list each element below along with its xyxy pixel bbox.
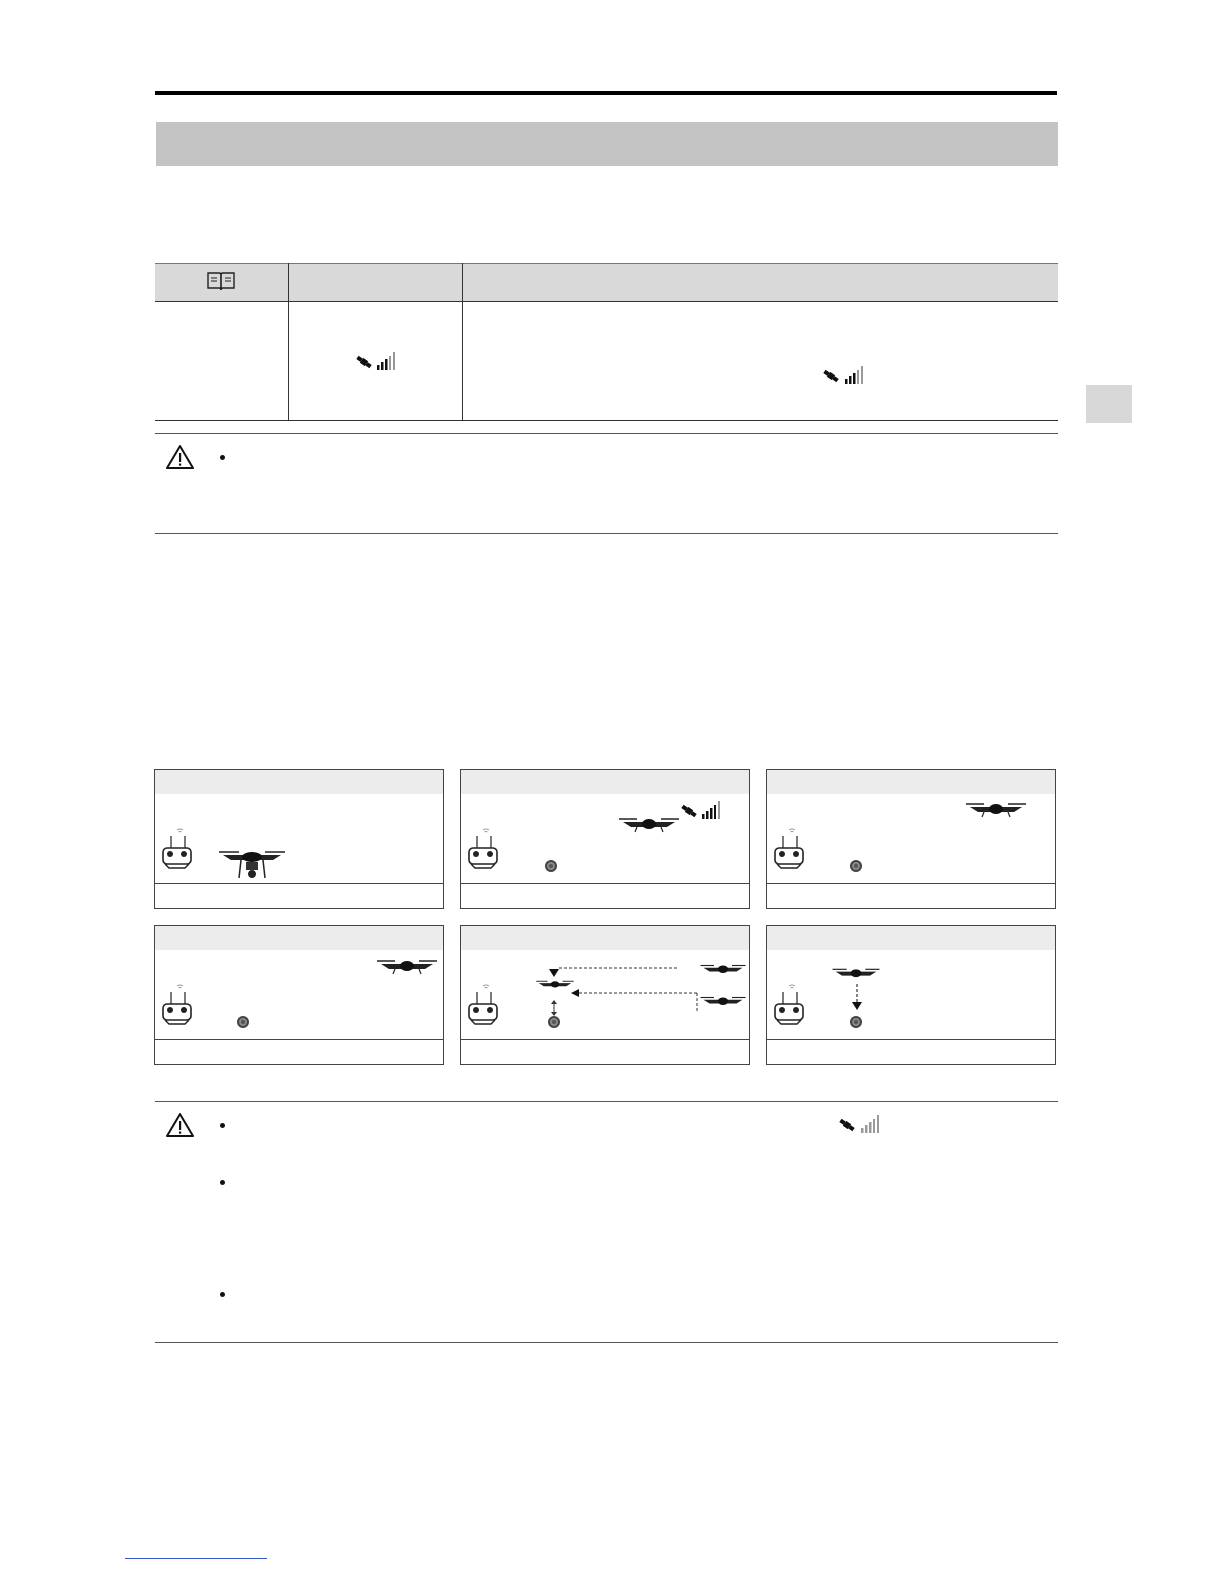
bullet bbox=[220, 1123, 225, 1128]
drone-icon bbox=[699, 994, 747, 1010]
top-rule bbox=[155, 91, 1057, 95]
panel-footer-rule bbox=[767, 1039, 1055, 1040]
remote-controller-icon bbox=[467, 828, 499, 870]
warning-icon bbox=[165, 444, 195, 470]
remote-controller-icon bbox=[467, 984, 499, 1026]
panel-caption bbox=[155, 770, 443, 794]
caution-note bbox=[155, 433, 1058, 534]
procedure-panel bbox=[766, 925, 1056, 1065]
bullet bbox=[220, 455, 225, 460]
descend-arrow-icon bbox=[851, 984, 863, 1012]
home-point-icon bbox=[548, 1016, 560, 1028]
panel-footer-rule bbox=[461, 1039, 749, 1040]
panel-caption bbox=[155, 926, 443, 950]
table-bottom-rule bbox=[155, 420, 1058, 421]
gps-signal-icon bbox=[839, 1114, 881, 1136]
drone-takeoff-icon bbox=[217, 848, 287, 882]
warning-icon bbox=[165, 1112, 195, 1138]
remote-controller-icon bbox=[161, 828, 193, 870]
procedure-panel bbox=[154, 769, 444, 909]
caution-note bbox=[155, 1101, 1058, 1343]
table-header-row bbox=[155, 263, 1058, 302]
gps-signal-icon bbox=[681, 800, 721, 822]
remote-controller-icon bbox=[773, 984, 805, 1026]
home-point-icon bbox=[545, 860, 557, 872]
bullet bbox=[220, 1292, 225, 1297]
section-title-bar bbox=[156, 122, 1058, 166]
drone-icon bbox=[699, 962, 747, 978]
gps-signal-icon bbox=[823, 365, 865, 387]
procedure-panel bbox=[460, 769, 750, 909]
panel-footer-rule bbox=[155, 1039, 443, 1040]
drone-icon bbox=[375, 958, 439, 976]
drone-icon bbox=[617, 816, 681, 834]
table-divider bbox=[462, 263, 463, 421]
remote-controller-icon bbox=[773, 828, 805, 870]
drone-icon bbox=[831, 966, 881, 982]
panel-footer-rule bbox=[767, 883, 1055, 884]
panel-caption bbox=[767, 926, 1055, 950]
footer-link[interactable] bbox=[125, 1558, 267, 1559]
gps-signal-icon bbox=[356, 351, 396, 373]
table-divider bbox=[288, 263, 289, 421]
bullet bbox=[220, 1180, 225, 1185]
home-point-icon bbox=[850, 860, 862, 872]
home-point-icon bbox=[850, 1016, 862, 1028]
home-point-icon bbox=[237, 1016, 249, 1028]
panel-caption bbox=[461, 770, 749, 794]
drone-icon bbox=[535, 978, 575, 992]
manual-book-icon bbox=[207, 271, 235, 291]
drone-icon bbox=[964, 801, 1028, 819]
remote-controller-icon bbox=[161, 984, 193, 1026]
panel-caption bbox=[767, 770, 1055, 794]
panel-caption bbox=[461, 926, 749, 950]
procedure-panel bbox=[154, 925, 444, 1065]
procedure-panel bbox=[766, 769, 1056, 909]
chapter-tab[interactable] bbox=[1086, 385, 1132, 423]
panel-footer-rule bbox=[461, 883, 749, 884]
panel-footer-rule bbox=[155, 883, 443, 884]
procedure-panel bbox=[460, 925, 750, 1065]
status-table bbox=[155, 263, 1058, 422]
